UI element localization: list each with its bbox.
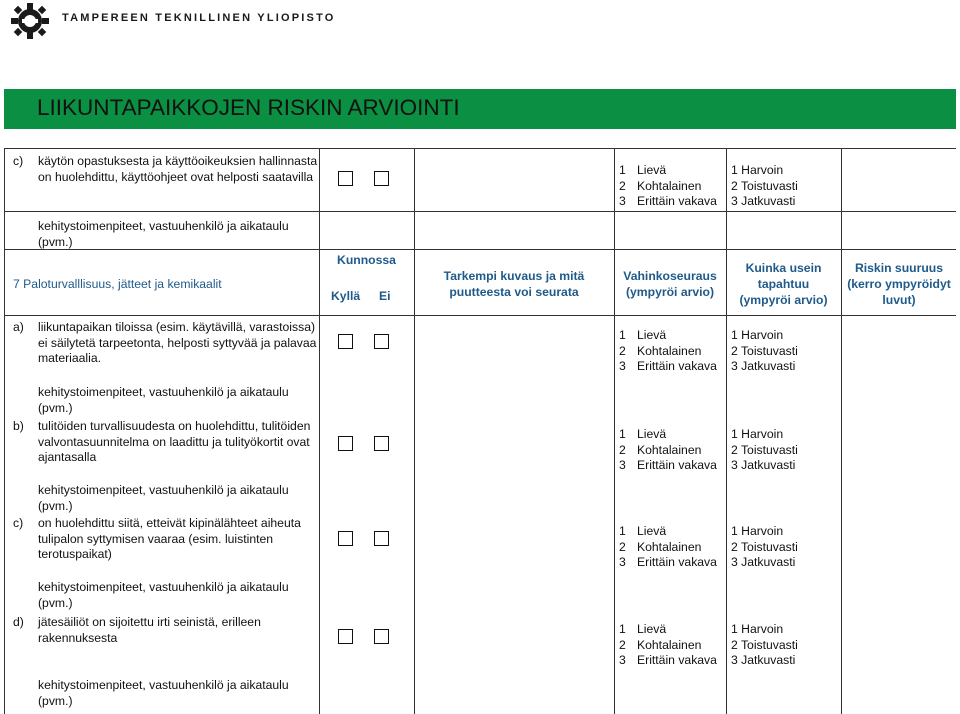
item-text: ei säilytetä tarpeetonta, helposti syttyvää ja palavaa bbox=[38, 335, 317, 350]
followup-label: kehitystoimenpiteet, vastuuhenkilö ja aikataulu bbox=[38, 219, 289, 233]
frequency-header: Kuinka usein tapahtuu (ympyröi arvio) bbox=[739, 261, 828, 307]
item-text: liikuntapaikan tiloissa (esim. käytävillä, varastoissa) bbox=[38, 320, 316, 334]
yes-checkbox[interactable] bbox=[338, 334, 353, 349]
risk-header: Riskin suuruus (kerro ympyröidyt luvut) bbox=[847, 261, 951, 307]
severity-scale: 1 Lievä 2 Kohtalainen 3 Erittäin vakava bbox=[619, 427, 717, 472]
frequency-scale: 1 Harvoin 2 Toistuvasti 3 Jatkuvasti bbox=[731, 622, 798, 667]
frequency-scale: 1 Harvoin 2 Toistuvasti 3 Jatkuvasti bbox=[731, 163, 798, 208]
row-divider bbox=[5, 315, 956, 316]
item-letter: c) bbox=[13, 154, 24, 168]
followup-label: (pvm.) bbox=[38, 595, 73, 610]
kylla-header: Kyllä bbox=[331, 289, 361, 303]
column-divider bbox=[414, 149, 415, 714]
row-divider bbox=[5, 211, 956, 212]
item-text: jätesäiliöt on sijoitettu irti seinistä, erilleen bbox=[38, 615, 261, 629]
item-letter: a) bbox=[13, 320, 24, 334]
item-letter: c) bbox=[13, 516, 24, 530]
university-logo-icon bbox=[8, 2, 54, 40]
yes-checkbox[interactable] bbox=[338, 436, 353, 451]
column-divider bbox=[841, 149, 842, 714]
yes-checkbox[interactable] bbox=[338, 629, 353, 644]
no-checkbox[interactable] bbox=[374, 171, 389, 186]
item-text: on huolehdittu siitä, etteivät kipinälähteet aiheuta bbox=[38, 516, 301, 530]
description-header: Tarkempi kuvaus ja mitä puutteesta voi seurata bbox=[443, 269, 585, 299]
followup-label: (pvm.) bbox=[38, 400, 73, 415]
item-text: valvontasuunnitelma on laadittu ja tulityökortit ovat bbox=[38, 434, 310, 449]
item-letter: b) bbox=[13, 419, 24, 433]
frequency-scale: 1 Harvoin 2 Toistuvasti 3 Jatkuvasti bbox=[731, 328, 798, 373]
followup-label: kehitystoimenpiteet, vastuuhenkilö ja aikataulu bbox=[38, 580, 289, 594]
item-text: ajantasalla bbox=[38, 450, 97, 464]
no-checkbox[interactable] bbox=[374, 629, 389, 644]
item-text: tulitöiden turvallisuudesta on huolehdittu, tulitöiden bbox=[38, 419, 311, 433]
severity-header: Vahinkoseuraus (ympyröi arvio) bbox=[623, 269, 717, 299]
followup-label: kehitystoimenpiteet, vastuuhenkilö ja aikataulu bbox=[38, 678, 289, 692]
followup-label: (pvm.) bbox=[38, 498, 73, 513]
section-title: 7 Paloturvalllisuus, jätteet ja kemikaalit bbox=[13, 277, 222, 291]
no-checkbox[interactable] bbox=[374, 531, 389, 546]
frequency-scale: 1 Harvoin 2 Toistuvasti 3 Jatkuvasti bbox=[731, 524, 798, 569]
kunnossa-header: Kunnossa bbox=[337, 253, 396, 267]
ei-header: Ei bbox=[379, 289, 391, 303]
item-text: tulipalon syttymisen vaaraa (esim. luistinten bbox=[38, 531, 274, 546]
severity-scale: 1 Lievä 2 Kohtalainen 3 Erittäin vakava bbox=[619, 328, 717, 373]
followup-label: kehitystoimenpiteet, vastuuhenkilö ja aikataulu bbox=[38, 385, 289, 399]
no-checkbox[interactable] bbox=[374, 436, 389, 451]
row-divider bbox=[5, 249, 956, 250]
page-title: LIIKUNTAPAIKKOJEN RISKIN ARVIOINTI bbox=[37, 95, 460, 120]
column-divider bbox=[319, 149, 320, 714]
risk-table bbox=[4, 148, 956, 714]
severity-scale: 1 Lievä 2 Kohtalainen 3 Erittäin vakava bbox=[619, 163, 717, 208]
no-checkbox[interactable] bbox=[374, 334, 389, 349]
university-name: TAMPEREEN TEKNILLINEN YLIOPISTO bbox=[62, 12, 336, 24]
item-text: on huolehdittu, käyttöohjeet ovat helposti saatavilla bbox=[38, 169, 314, 184]
yes-checkbox[interactable] bbox=[338, 531, 353, 546]
item-text: terotuspaikat) bbox=[38, 547, 112, 561]
severity-scale: 1 Lievä 2 Kohtalainen 3 Erittäin vakava bbox=[619, 622, 717, 667]
frequency-scale: 1 Harvoin 2 Toistuvasti 3 Jatkuvasti bbox=[731, 427, 798, 472]
yes-checkbox[interactable] bbox=[338, 171, 353, 186]
item-text: materiaalia. bbox=[38, 351, 101, 365]
followup-label: (pvm.) bbox=[38, 693, 73, 708]
column-divider bbox=[726, 149, 727, 714]
item-text: käytön opastuksesta ja käyttöoikeuksien hallinnasta bbox=[38, 154, 318, 168]
item-text: rakennuksesta bbox=[38, 630, 118, 645]
column-divider bbox=[614, 149, 615, 714]
item-letter: d) bbox=[13, 615, 24, 629]
severity-scale: 1 Lievä 2 Kohtalainen 3 Erittäin vakava bbox=[619, 524, 717, 569]
followup-label: kehitystoimenpiteet, vastuuhenkilö ja aikataulu bbox=[38, 483, 289, 497]
followup-label: (pvm.) bbox=[38, 234, 73, 249]
